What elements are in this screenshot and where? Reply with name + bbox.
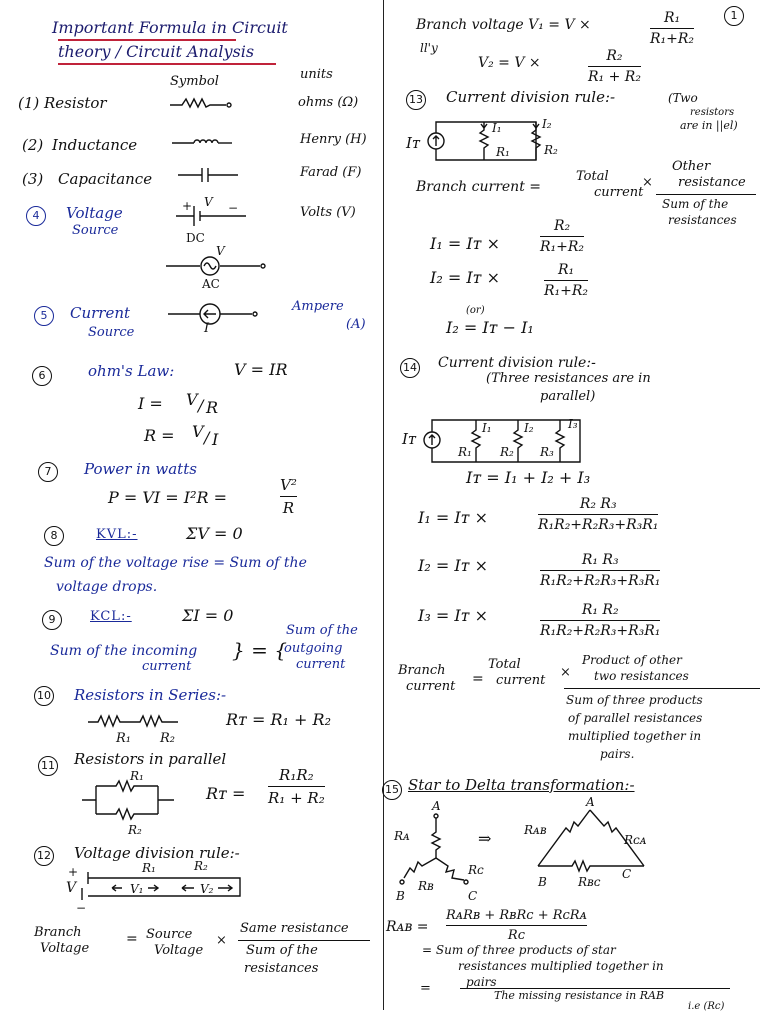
item-number-9: 9: [42, 610, 62, 630]
cdr3-note-2: parallel): [540, 389, 596, 404]
kcl-desc-right-3: current: [296, 657, 346, 672]
kvl-label: KVL:-: [96, 527, 138, 542]
vdr-source-2: Voltage: [154, 943, 204, 958]
vdr-r2: R₂: [194, 859, 208, 873]
svg-text:I₂: I₂: [524, 421, 534, 435]
parallel-r1: R₁: [130, 769, 144, 783]
item-number-15: 15: [382, 780, 402, 800]
svg-text:C: C: [468, 889, 478, 903]
cdr3-label: Current division rule:-: [438, 355, 596, 371]
current-source-symbol: [168, 302, 264, 326]
cdr3-i3-fraction: R₁ R₂ R₁R₂+R₂R₃+R₃R₁: [540, 602, 661, 639]
ac-label: AC: [202, 277, 220, 291]
cdr2-other-1: Other: [672, 159, 711, 174]
cdr3-note-1: (Three resistances are in: [486, 371, 651, 386]
power-label: Power in watts: [84, 460, 197, 478]
cdr2-circuit: [426, 116, 566, 166]
cdr3-it: Iᴛ: [402, 430, 417, 448]
power-eq: P = VI = I²R =: [108, 488, 228, 507]
ohms-law-eq3-den: I: [212, 430, 219, 449]
cdr3-times: ×: [560, 665, 571, 680]
cdr2-note-2: resistors: [690, 107, 735, 118]
cdr2-branch-current: Branch current =: [416, 179, 542, 195]
star-delta-label: Star to Delta transformation:-: [408, 776, 635, 794]
svg-text:−: −: [228, 201, 239, 215]
kvl-desc-1: Sum of the voltage rise = Sum of the: [44, 555, 307, 571]
cdr2-other-2: resistance: [678, 175, 746, 190]
cdr2-note-1: (Two: [668, 91, 698, 105]
resistor-number: (1): [18, 94, 40, 112]
parallel-lhs: Rᴛ =: [206, 784, 246, 803]
ohms-law-eq3-lhs: R =: [144, 426, 175, 445]
ohms-law-label: ohm's Law:: [88, 362, 175, 380]
column-divider: [383, 0, 384, 1010]
series-r2: R₂: [160, 731, 175, 746]
item-number-12: 12: [34, 846, 54, 866]
kcl-desc-left: Sum of the incoming: [50, 643, 198, 659]
vdr-source-1: Source: [146, 927, 193, 942]
kcl-desc-left-2: current: [142, 659, 192, 674]
cdr2-i1-fraction: R₂ R₁+R₂: [540, 218, 585, 255]
cdr2-sum-1: Sum of the: [662, 197, 729, 211]
kcl-brace: } = {: [232, 638, 287, 662]
inductor-symbol: [172, 133, 242, 147]
star-desc-3: pairs: [466, 975, 497, 989]
parallel-r2: R₂: [128, 823, 142, 837]
series-label: Resistors in Series:-: [74, 686, 227, 704]
title-underline-1: [58, 39, 236, 41]
cdr2-i2-fraction: R₁ R₁+R₂: [544, 262, 589, 299]
item-number-13: 13: [406, 90, 426, 110]
bv1-lhs: Branch voltage V₁ = V ×: [416, 17, 591, 33]
dc-source-symbol: [176, 195, 256, 230]
symbol-column-header: Symbol: [170, 74, 219, 89]
item-number-10: 10: [34, 686, 54, 706]
vdr-times: ×: [216, 933, 227, 948]
cdr3-circuit: [420, 414, 600, 466]
star-desc-2: resistances multiplied together in: [458, 959, 664, 973]
vdr-frac-bar: [238, 940, 370, 941]
vdr-eq-sign: =: [126, 931, 138, 947]
vdr-label: Voltage division rule:-: [74, 844, 240, 862]
svg-text:Rʙ: Rʙ: [418, 879, 434, 893]
ohms-law-eq2-slash: /: [198, 396, 204, 415]
cdr3-sum-1: Sum of three products: [566, 693, 703, 707]
series-eq: Rᴛ = R₁ + R₂: [226, 710, 331, 729]
star-desc-4-eq: =: [420, 981, 431, 996]
page-title-line2: theory / Circuit Analysis: [58, 42, 255, 61]
kvl-desc-2: voltage drops.: [56, 579, 158, 595]
vdr-branch-2: Voltage: [40, 941, 90, 956]
svg-text:+: +: [68, 865, 79, 879]
item-number-6: 6: [32, 366, 52, 386]
svg-text:I₃: I₃: [568, 417, 578, 431]
star-desc-4-den-2: i.e (Rc): [688, 1001, 725, 1012]
cdr2-i1-lhs: I₁ = Iᴛ ×: [430, 234, 500, 253]
current-source-i: I: [204, 321, 210, 336]
rab-lhs: Rᴀʙ =: [386, 919, 429, 935]
dc-label: DC: [186, 231, 205, 245]
svg-text:Rᴄ: Rᴄ: [468, 863, 484, 877]
inductance-unit: Henry (H): [300, 132, 367, 147]
kcl-eq: ΣI = 0: [182, 606, 234, 625]
item-number-11: 11: [38, 756, 58, 776]
svg-text:+: +: [182, 199, 193, 213]
kcl-desc-right-2: outgoing: [284, 641, 343, 656]
svg-text:R₁: R₁: [496, 145, 510, 159]
svg-text:R₁: R₁: [458, 445, 472, 459]
resistor-label: Resistor: [44, 94, 107, 112]
likewise: ll'y: [420, 41, 438, 55]
cdr2-total-1: Total: [576, 169, 609, 184]
svg-text:⇒: ⇒: [478, 829, 492, 848]
cdr3-sum-4: pairs.: [600, 747, 635, 761]
svg-text:I₁: I₁: [492, 121, 502, 135]
svg-text:B: B: [396, 889, 405, 903]
current-source-label-1: Current: [70, 304, 131, 322]
capacitance-label: Capacitance: [58, 170, 153, 188]
star-desc-4-den: The missing resistance in RAB: [494, 989, 665, 1002]
resistor-symbol: [170, 96, 240, 110]
cdr3-branch-2: current: [406, 679, 456, 694]
parallel-fraction: R₁R₂ R₁ + R₂: [268, 766, 325, 807]
svg-text:Rʙᴄ: Rʙᴄ: [578, 875, 601, 889]
kcl-label: KCL:-: [90, 609, 132, 624]
units-column-header: units: [300, 67, 333, 82]
capacitor-symbol: [178, 166, 248, 182]
cdr2-frac-bar: [656, 194, 756, 195]
kcl-desc-right-1: Sum of the: [286, 623, 358, 638]
power-fraction: V² R: [280, 476, 297, 517]
cdr3-total-1: Total: [488, 657, 521, 672]
svg-text:C: C: [622, 867, 632, 881]
svg-text:Rᴀʙ: Rᴀʙ: [524, 823, 547, 837]
cdr2-sum-2: resistances: [668, 213, 737, 227]
item-number-14: 14: [400, 358, 420, 378]
current-source-unit-2: (A): [346, 317, 366, 332]
page-number: 1: [724, 6, 744, 26]
cdr3-i1-lhs: I₁ = Iᴛ ×: [418, 508, 488, 527]
inductance-number: (2): [22, 136, 44, 154]
cdr3-total-2: current: [496, 673, 546, 688]
resistor-unit: ohms (Ω): [298, 95, 359, 110]
voltage-source-label-1: Voltage: [66, 204, 123, 222]
cdr3-sum-eq: Iᴛ = I₁ + I₂ + I₃: [466, 468, 591, 487]
cdr2-it: Iᴛ: [406, 134, 421, 152]
cdr3-branch-1: Branch: [398, 663, 446, 678]
ohms-law-eq2-lhs: I =: [138, 394, 163, 413]
svg-text:−: −: [76, 901, 87, 915]
svg-text:A: A: [586, 795, 595, 809]
cdr3-i2-fraction: R₁ R₃ R₁R₂+R₂R₃+R₃R₁: [540, 552, 661, 589]
svg-text:I₂: I₂: [542, 117, 552, 131]
vdr-frac-num: Same resistance: [240, 921, 349, 936]
svg-text:V: V: [216, 244, 225, 258]
svg-text:V₂: V₂: [200, 882, 214, 896]
cdr2-i2-alt: I₂ = Iᴛ − I₁: [446, 318, 534, 337]
svg-text:B: B: [538, 875, 547, 889]
svg-text:Rᴀ: Rᴀ: [394, 829, 410, 843]
series-resistors: [88, 712, 198, 730]
voltage-source-label-2: Source: [72, 223, 119, 238]
vdr-frac-den-1: Sum of the: [246, 943, 318, 958]
vdr-r1: R₁: [142, 861, 156, 875]
cdr3-i3-lhs: I₃ = Iᴛ ×: [418, 606, 488, 625]
cdr2-i2-lhs: I₂ = Iᴛ ×: [430, 268, 500, 287]
cdr3-prod-2: two resistances: [594, 669, 689, 683]
cdr2-times: ×: [642, 175, 653, 190]
svg-text:Rᴄᴀ: Rᴄᴀ: [624, 833, 647, 847]
parallel-label: Resistors in parallel: [74, 750, 227, 768]
svg-text:V₁: V₁: [130, 882, 144, 896]
capacitance-number: (3): [22, 170, 44, 188]
current-source-unit-1: Ampere: [292, 299, 344, 314]
cdr3-eq: =: [472, 671, 484, 687]
kvl-eq: ΣV = 0: [186, 524, 243, 543]
svg-text:R₂: R₂: [544, 143, 558, 157]
svg-text:V: V: [204, 195, 213, 209]
ohms-law-eq2-num: V: [186, 390, 198, 409]
star-desc-1: = Sum of three products of star: [422, 943, 616, 957]
vdr-branch-1: Branch: [34, 925, 82, 940]
ohms-law-eq2-den: R: [206, 398, 219, 417]
capacitance-unit: Farad (F): [300, 165, 362, 180]
item-number-8: 8: [44, 526, 64, 546]
bv1-fraction: R₁ R₁+R₂: [650, 10, 695, 47]
star-delta-diagram: [392, 795, 662, 910]
svg-text:A: A: [432, 799, 441, 813]
cdr3-prod-1: Product of other: [582, 653, 682, 667]
cdr3-sum-2: of parallel resistances: [568, 711, 703, 725]
cdr3-i1-fraction: R₂ R₃ R₁R₂+R₂R₃+R₃R₁: [538, 496, 659, 533]
title-underline-2: [58, 63, 276, 65]
cdr2-note-3: are in ||el): [680, 119, 738, 132]
item-number-7: 7: [38, 462, 58, 482]
bv2-lhs: V₂ = V ×: [478, 55, 541, 71]
svg-text:R₃: R₃: [540, 445, 554, 459]
page-title-line1: Important Formula in Circuit: [52, 18, 288, 37]
rab-fraction: RᴀRʙ + RʙRᴄ + RᴄRᴀ Rᴄ: [446, 908, 587, 943]
vdr-frac-den-2: resistances: [244, 961, 319, 976]
cdr2-total-2: current: [594, 185, 644, 200]
item-number-4: 4: [26, 206, 46, 226]
cdr3-frac-bar: [564, 688, 760, 689]
bv2-fraction: R₂ R₁ + R₂: [588, 48, 641, 85]
svg-text:V: V: [66, 880, 77, 896]
ohms-law-eq3-num: V: [192, 422, 204, 441]
svg-text:I₁: I₁: [482, 421, 492, 435]
series-r1: R₁: [116, 731, 131, 746]
voltage-source-unit: Volts (V): [300, 205, 356, 220]
ohms-law-eq1: V = IR: [234, 360, 288, 379]
parallel-resistors: [82, 778, 182, 822]
ac-source-symbol: [166, 244, 276, 280]
ohms-law-eq3-slash: /: [204, 428, 210, 447]
item-number-5: 5: [34, 306, 54, 326]
svg-text:R₂: R₂: [500, 445, 514, 459]
cdr3-sum-3: multiplied together in: [568, 729, 702, 743]
cdr2-or: (or): [466, 305, 485, 316]
current-source-label-2: Source: [88, 325, 135, 340]
cdr2-label: Current division rule:-: [446, 88, 616, 106]
cdr3-i2-lhs: I₂ = Iᴛ ×: [418, 556, 488, 575]
inductance-label: Inductance: [52, 136, 138, 154]
